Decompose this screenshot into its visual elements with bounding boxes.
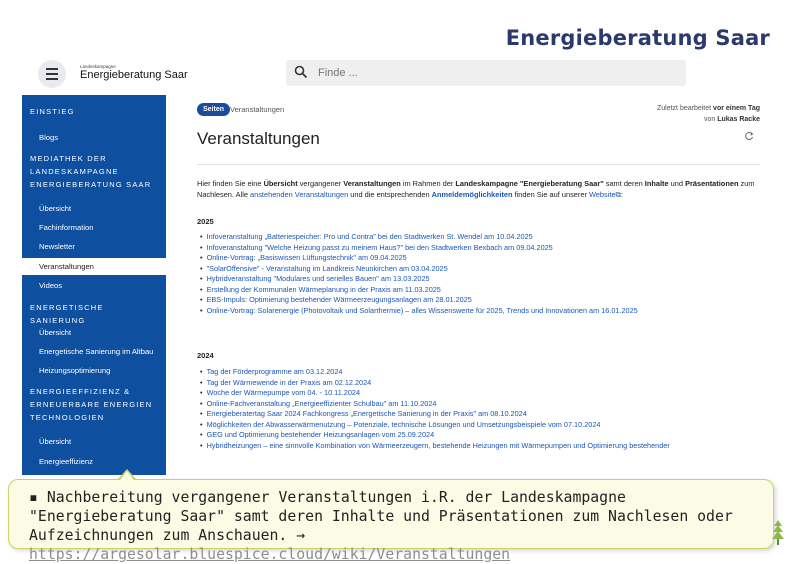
sidebar-item-veranstaltungen[interactable]: Veranstaltungen (22, 258, 166, 275)
sidebar-item-videos[interactable]: Videos (39, 281, 63, 290)
sidebar-item-altbau[interactable]: Energetische Sanierung im Altbau (39, 347, 154, 356)
link-anstehende-veranstaltungen[interactable]: anstehenden Veranstaltungen (250, 190, 349, 199)
link-anmeldemoeglichkeiten[interactable]: Anmeldemöglichkeiten (431, 190, 513, 199)
logo-subtitle: Landeskampagne (80, 64, 116, 69)
edit-info (657, 103, 760, 125)
sidebar (22, 95, 166, 475)
event-link[interactable]: • Möglichkeiten der Abwasserwärmenutzung – Potenziale, technische Lösungen und Umsetzungsbeispiele vom 07.10.2024 (200, 420, 670, 431)
event-link[interactable]: • Online-Vortrag: Solarenergie (Photovoltaik und Solarthermie) – alles Wissenswerte für 2025, Trends und Innovationen am 16.01.2025 (200, 306, 638, 317)
event-link[interactable]: • Energieberatertag Saar 2024 Fachkongress „Energetische Sanierung in der Praxis" am 08.10.2024 (200, 409, 670, 420)
edit-info-prefix: Zuletzt bearbeitet (657, 105, 712, 112)
event-link[interactable]: • Infoveranstaltung „Batteriespeicher: Pro und Contra" bei den Stadtwerken St. Wendel am 10.04.2025 (200, 232, 638, 243)
sidebar-item-uebersicht[interactable]: Übersicht (39, 204, 72, 213)
event-link[interactable]: • Hybridveranstaltung "Modulares und serielles Bauen" am 13.03.2025 (200, 274, 638, 285)
event-link[interactable]: • Infoveranstaltung "Welche Heizung passt zu meinem Haus?" bei den Stadtwerken Bexbach am 09.04.2025 (200, 243, 638, 254)
sidebar-item-heizungsoptimierung[interactable]: Heizungsoptimierung (39, 366, 111, 375)
event-link[interactable]: • Online-Vortrag: „Basiswissen Lüftungstechnik" am 09.04.2025 (200, 253, 638, 264)
sidebar-item-newsletter[interactable]: Newsletter (39, 242, 75, 251)
sidebar-heading-sanierung: ENERGETISCHE SANIERUNG (30, 303, 104, 325)
event-list-2025 (200, 232, 638, 316)
callout-link[interactable]: https://argesolar.bluespice.cloud/wiki/Veranstaltungen (29, 546, 511, 563)
breadcrumb-root[interactable]: Seiten (197, 103, 230, 116)
intro-paragraph: Hier finden Sie eine Übersicht vergangener Veranstaltungen im Rahmen der Landeskampagne "Energieberatung Saar" samt deren Inhalte und Präsentationen zum Nachlesen. Alle anstehenden Veranstaltungen und die entsprechenden Anmeldemöglichkeiten finden Sie auf unserer Website⧉: (197, 179, 755, 199)
hamburger-icon (46, 67, 58, 82)
menu-button[interactable] (38, 60, 66, 88)
event-link[interactable]: • Hybridheizungen – eine sinnvolle Kombination von Wärmeerzeugern, bestehende Heizungen mit Wärmepumpen und Optimierung bestehender (200, 441, 670, 452)
refresh-icon[interactable] (744, 131, 754, 141)
sidebar-item-effizienz-uebersicht[interactable]: Übersicht (39, 437, 72, 446)
top-bar (22, 57, 778, 91)
breadcrumb-current[interactable]: Veranstaltungen (230, 105, 285, 114)
sidebar-heading-einstieg: EINSTIEG (30, 107, 75, 116)
year-heading-2025: 2025 (197, 217, 214, 226)
title-divider (197, 164, 760, 165)
sidebar-heading-mediathek: MEDIATHEK DER LANDESKAMPAGNE ENERGIEBERATUNG SAAR (30, 154, 152, 189)
event-link[interactable]: • Erstellung der Kommunalen Wärmeplanung in der Praxis am 11.03.2025 (200, 285, 638, 296)
sidebar-item-energieeffizienz[interactable]: Energieeffizienz (39, 457, 93, 466)
callout-description: Nachbereitung vergangener Veranstaltungen i.R. der Landeskampagne "Energieberatung Saar" samt deren Inhalte und Präsentationen zum Nachlesen oder Aufzeichnungen zum Anschauen. → (29, 489, 733, 544)
event-link[interactable]: • "SolarOffensive" - Veranstaltung im Landkreis Neunkirchen am 03.04.2025 (200, 264, 638, 275)
event-link[interactable]: • GEG und Optimierung bestehender Heizungsanlagen vom 25.09.2024 (200, 430, 670, 441)
brand-title: Energieberatung Saar (505, 26, 770, 50)
callout-pointer-fill (120, 471, 134, 480)
edit-info-when: vor einem Tag (713, 105, 760, 112)
sidebar-item-fachinformation[interactable]: Fachinformation (39, 223, 94, 232)
event-list-2024 (200, 367, 670, 451)
event-link[interactable]: • Tag der Wärmewende in der Praxis am 02.12.2024 (200, 378, 670, 389)
callout-box (8, 479, 774, 563)
sidebar-item-sanierung-uebersicht[interactable]: Übersicht (39, 328, 72, 337)
link-website[interactable]: Website⧉ (588, 190, 621, 199)
page-title: Veranstaltungen (197, 129, 320, 148)
search-input[interactable] (318, 64, 658, 82)
edit-info-author[interactable]: Lukas Racke (717, 116, 760, 123)
logo[interactable]: Energieberatung Saar (80, 69, 188, 81)
sidebar-item-blogs[interactable]: Blogs (39, 133, 58, 142)
event-link[interactable]: • Woche der Wärmepumpe vom 04. - 10.11.2024 (200, 388, 670, 399)
event-link[interactable]: • EBS-Impuls: Optimierung bestehender Wärmeerzeugungsanlagen am 28.01.2025 (200, 295, 638, 306)
event-link[interactable]: • Tag der Förderprogramme am 03.12.2024 (200, 367, 670, 378)
bullet-icon: ▪ (29, 489, 38, 506)
year-heading-2024: 2024 (197, 351, 214, 360)
search-icon (294, 65, 308, 79)
callout-text (29, 488, 769, 564)
leaf-icon (771, 518, 785, 546)
sidebar-heading-effizienz: ENERGIEEFFIZIENZ & ERNEUERBARE ENERGIEN TECHNOLOGIEN (30, 387, 153, 422)
event-link[interactable]: • Online-Fachveranstaltung „Energieeffizienter Schulbau" am 11.10.2024 (200, 399, 670, 410)
edit-info-by: von (703, 116, 716, 123)
search-box[interactable] (286, 60, 686, 86)
